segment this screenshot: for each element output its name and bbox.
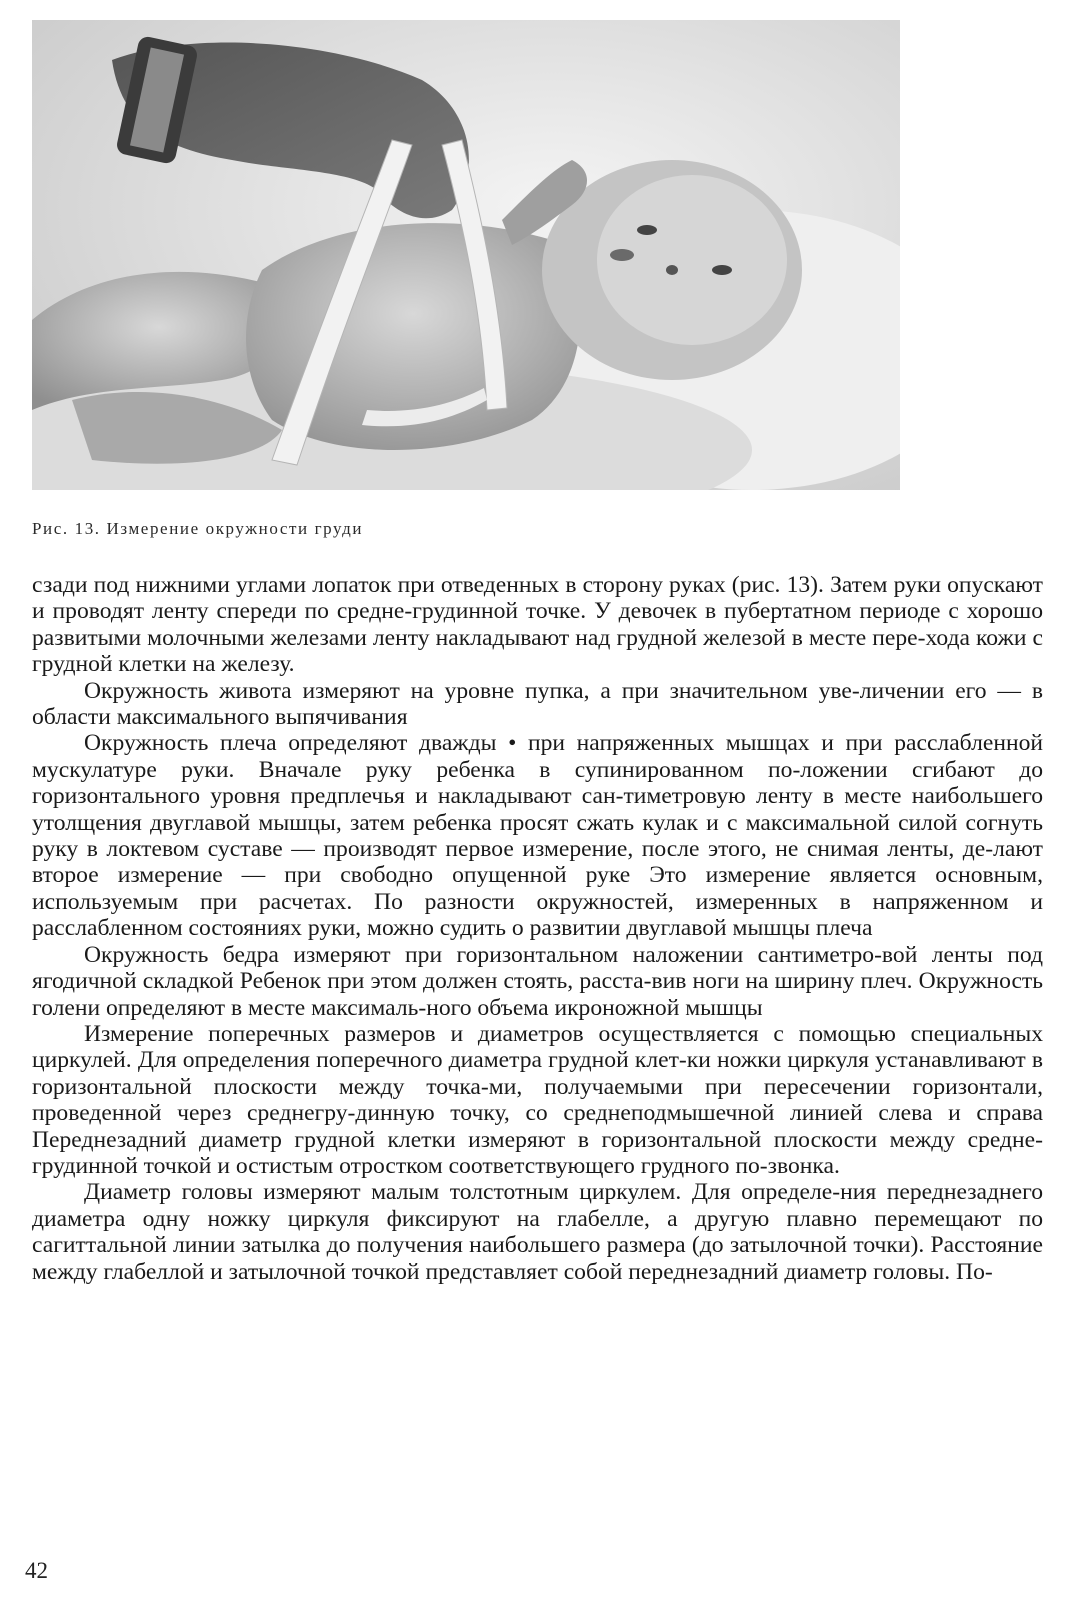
page-number: 42 [25,1558,48,1583]
paragraph-6: Диаметр головы измеряют малым толстотным циркулем. Для определе-ния переднезаднего диаметра одну ножку циркуля фиксируют на глабелле, а другую плавно перемещают по сагиттальной линии затылка до получения наибольшего размера (до затылочной точки). Расстояние между глабеллой и затылочной точкой представляет собой переднезадний диаметр головы. По- [32,1179,1043,1285]
body-text [32,572,1043,1285]
figure-photo [32,20,900,490]
paragraph-3: Окружность плеча определяют дважды • при напряженных мышцах и при расслабленной мускулатуре руки. Вначале руку ребенка в супинированном по-ложении сгибают до горизонтального уровня предплечья и накладывают сан-тиметровую ленту в месте наибольшего утолщения двуглавой мышцы, затем ребенка просят сжать кулак и с максимальной силой согнуть руку в локтевом суставе — производят первое измерение, после этого, не снимая ленты, де-лают второе измерение — при свободно опущенной руке Это измерение является основным, используемым при расчетах. По разности окружностей, измеренных в напряженном и расслабленном состояниях руки, можно судить о развитии двуглавой мышцы плеча [32,730,1043,942]
figure-caption: Рис. 13. Измерение окружности груди [32,519,364,538]
infant-chest-measurement-photo [32,20,900,490]
paragraph-5: Измерение поперечных размеров и диаметров осуществляется с помощью специальных циркулей. Для определения поперечного диаметра грудной клет-ки ножки циркуля устанавливают в горизонтальной плоскости между точка-ми, получаемыми при пересечении горизонтали, проведенной через среднегру-динную точку, со среднеподмышечной линией слева и справа Переднезадний диаметр грудной клетки измеряют в горизонтальной плоскости между средне-грудинной точкой и остистым отростком соответствующего грудного по-звонка. [32,1020,1043,1179]
paragraph-2: Окружность живота измеряют на уровне пупка, а при значительном уве-личении его — в области максимального выпячивания [32,677,1043,731]
paragraph-1: сзади под нижними углами лопаток при отведенных в сторону руках (рис. 13). Затем руки опускают и проводят ленту спереди по средне-грудинной точке. У девочек в пубертатном периоде с хорошо развитыми молочными железами ленту накладывают над грудной железой в месте пере-хода кожи с грудной клетки на железу. [32,572,1043,678]
paragraph-4: Окружность бедра измеряют при горизонтальном наложении сантиметро-вой ленты под ягодичной складкой Ребенок при этом должен стоять, расста-вив ноги на ширину плеч. Окружность голени определяют в месте максималь-ного объема икроножной мышцы [32,941,1043,1021]
